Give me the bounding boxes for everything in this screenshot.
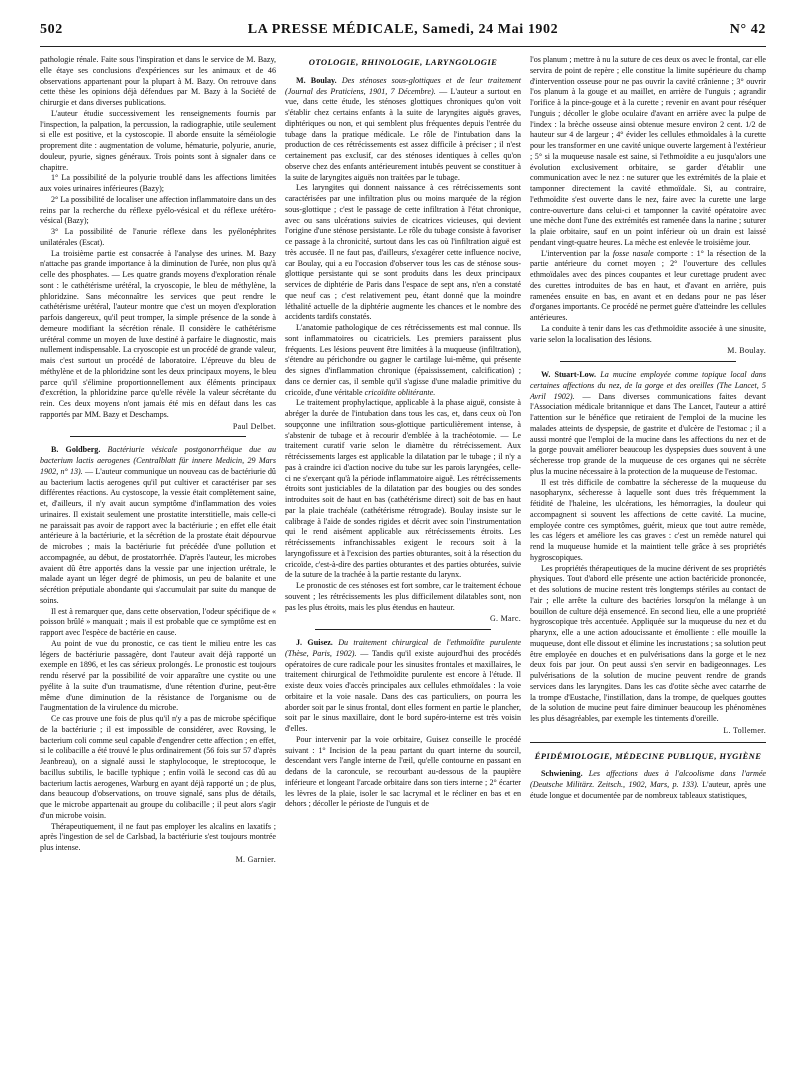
signature: M. Boulay. bbox=[727, 346, 766, 356]
paragraph: pathologie rénale. Faite sous l'inspiration et dans le service de M. Bazy, elle étaye ses conclusions d'expériences sur les animaux et de 46 observations appartenant pour la plupart à M. Bazy. On retrouve dans cette thèse les opinions déjà défendues par M. Bazy à la Société de chirurgie et dans diverses publications. bbox=[40, 55, 276, 107]
paragraph-text: L'intervention par la bbox=[541, 248, 610, 258]
paragraph: Thérapeutiquement, il ne faut pas employer les alcalins en laxatifs ; après l'ingestion de sel de Carlsbad, la bactériurie s'est toujours montrée plus intense. bbox=[40, 821, 276, 852]
paragraph: Le pronostic de ces sténoses est fort sombre, car le traitement échoue souvent ; les rétrécissements les plus difficilement dilatables sont, non pas les plus étroits, mais les plus étendus en hauteur. bbox=[285, 581, 521, 612]
article-title: Des sténoses sous-glottiques et de leur traitement bbox=[341, 75, 521, 85]
paragraph: 1° La possibilité de la polyurie troublé dans les affections limitées aux voies urinaires inférieures (Bazy); bbox=[40, 173, 276, 193]
paragraph-text: L'anatomie pathologique de ces rétrécissements est mal connue. Ils sont inflammatoires ou cicatriciels. Les premiers paraissent plus fréquents. Les lésions peuvent être limitées à la muqueuse (infiltration), s'étendre au périchondre ou gagner le cartilage lui-même, qui présente des signes d'inflammation chronique (épaississement, calcification) ; dans ce dernier cas, il semble qu'il s'agisse d'une maladie primitive du cricoïde, d'une véritable bbox=[285, 323, 521, 397]
article-text: — L'auteur a surtout en vue, dans cette étude, les sténoses glottiques chroniques qu'on voit s'établir chez certains enfants à la suite de laryngites aiguës graves, diphtériques ou non, et qui semblent plus fréquentes depuis l'entrée du tubage dans la pratique médicale. Le rôle de l'intubation dans la production de ces rétrécissements est assez difficile à préciser ; il n'est certainement pas exclusif, car des sténoses identiques à celles qu'on observe chez des enfants antérieurement intubés peuvent se constituer à la suite de laryngites aiguës non traitées par le tubage. bbox=[285, 86, 521, 182]
paragraph: Il est à remarquer que, dans cette observation, l'odeur spécifique de « poisson brûlé » manquait ; mais il est probable que ce symptôme est en rapport avec l'espèce de bactérie en cause. bbox=[40, 606, 276, 637]
issue-number: N° 42 bbox=[729, 22, 766, 37]
article-lead bbox=[285, 638, 521, 735]
article-lead bbox=[530, 769, 766, 801]
divider bbox=[315, 629, 491, 630]
article-title: La mucine employée comme topique local dans certaines affections du nez, de la gorge et des oreilles bbox=[530, 370, 766, 390]
article-citation: (Centralblatt für innere Medicin, 29 Mars 1902, n° 13). bbox=[40, 456, 276, 476]
article-author: W. Stuart-Low. bbox=[541, 370, 597, 379]
paragraph: 3° La possibilité de l'anurie réflexe dans les pyélonéphrites unilatérales (Escat). bbox=[40, 227, 276, 247]
signature: G. Marc. bbox=[489, 614, 521, 624]
paragraph: Ce cas prouve une fois de plus qu'il n'y a pas de microbe spécifique de la bactériurie ; il est impossible de considérer, avec Rovsing, le bacterium coli comme seul capable d'engendrer cette affection ; en effet, si le colibacille a été trouvé le plus ordinairement (56 fois sur 57 d'après Jeanbreau), on a signalé aussi le staphylocoque, le streptocoque, le bacillus subtilis, le bacille typhique ; enfin voilà le second cas dû au bacterium lactis aerogenes, Warburg en ayant déjà rapporté un ; de plus, dans beaucoup d'observations, on trouve signalé, sans plus de détails, que le microbe appartenait au groupe du colibacille ; il peut alors s'agir d'un microbe voisin. bbox=[40, 714, 276, 820]
paragraph: l'os planum ; mettre à nu la suture de ces deux os avec le frontal, car elle servira de point de repère ; elle constitue la limite supérieure du champ d'intervention osseuse pour ne pas ouvrir la cavité crânienne ; 3° ouvrir l'os planum à la gouge et au maillet, en arrière de l'unguis ; agrandir l'orifice à la pince-gouge et à la curette ; revenir en avant pour réséquer l'unguis ; décoller le globe oculaire d'avant en arrière avec la pulpe de l'index : la brèche osseuse ainsi obtenue mesure environ 2 cent. 1/2 de hauteur sur 4 de largeur ; 4° évider les cellules ethmoïdales à la curette pour les transformer en une cavité unique ouverte largement à l'extérieur ; 5° si la muqueuse nasale est saine, si l'ethmoïdite a eu jusqu'alors une évolution exclusivement orbitaire, se garder d'établir une communication avec le nez : ne suturer que les extrémités de la plaie et tamponner directement la cavité ethmoïdale. Si, au contraire, l'ethmoïdite s'est ouverte dans le nez, faire avec la curette une large contre-ouverture dans celui-ci et tamponner la cavité opératoire avec une mèche dont l'une des extrémités est ramenée dans la narine ; suturer la plaie orbitaire, sauf en un point inférieur où un drain est laissé pendant vingt-quatre heures. La mèche est enlevée le troisième jour. bbox=[530, 55, 766, 247]
paragraph: 2° La possibilité de localiser une affection inflammatoire dans un des reins par la recherche du réflexe pyélo-vésical et du réflexe urétéro-vésical (Bazy); bbox=[40, 194, 276, 226]
paragraph bbox=[285, 323, 521, 398]
journal-title: LA PRESSE MÉDICALE, Samedi, 24 Mai 1902 bbox=[247, 22, 559, 37]
column-left bbox=[40, 55, 276, 1076]
paragraph-italic: fosse nasale bbox=[612, 248, 654, 258]
article-title: Les affections dues à l'alcoolisme dans l'armée bbox=[588, 769, 767, 779]
divider bbox=[70, 436, 246, 437]
article-author: J. Guisez. bbox=[296, 638, 333, 647]
article-title: Bactériurie vésicale postgonorrhéique due au bacterium lactis aerogenes bbox=[40, 445, 276, 465]
divider bbox=[560, 361, 736, 362]
paragraph: Il est très difficile de combattre la sécheresse de la muqueuse du nasopharynx, sécheresse à laquelle sont dues très fréquemment la fétidité de l'haleine, les ulcérations, les hémorragies, la douleur qui accompagnent si souvent les affections de cette cavité. La mucine, employée contre ces symptômes, guérit, mieux que tout autre remède, les cas légers et améliore les cas graves : c'est un remède naturel qui rend la muqueuse humide et la maintient telle grâce à ses propriétés hygroscopiques. bbox=[530, 477, 766, 562]
paragraph bbox=[530, 249, 766, 324]
article-text: — Tandis qu'il existe aujourd'hui des procédés opératoires de cure radicale pour les sinusites frontales et maxillaires, le traitement chirurgical de l'ethmoïdite purulente est encore à l'étude. Il existe deux voies d'accès principales aux cellules ethmoïdales : la voie orbitaire et la voie nasale. Dans des cas particuliers, on pourra les aborder soit par le sinus frontal, dont elles forment en partie le plancher, soit par le sinus maxillaire, dont le bord supéro-interne est très voisin d'elles. bbox=[285, 648, 521, 733]
paragraph: Pour intervenir par la voie orbitaire, Guisez conseille le procédé suivant : 1° Incision de la peau partant du quart interne du sourcil, descendant vers l'angle interne de l'œil, qu'elle contourne en passant en dedans de la caroncule, se recourbant au-dessous de la paupière inférieure et longeant l'arcade orbitaire dans son tiers interne ; 2° écarter les lèvres de la plaie, isoler le sac lacrymal et le récliner en bas et en dehors ; décoller le périoste de l'unguis et de bbox=[285, 734, 521, 809]
article-lead bbox=[285, 76, 521, 184]
signature: M. Garnier. bbox=[235, 854, 276, 864]
article-citation: (Deutsche Militärz. Zeitsch., 1902, Mars, p. 133). bbox=[530, 780, 699, 789]
paragraph: Les propriétés thérapeutiques de la mucine dérivent de ses propriétés physiques. Tout d'abord elle présente une action bactéricide prononcée, et des solutions de mucine restent très longtemps stériles au contact de l'air ; elle arrête la culture des bactéries lorsqu'on la mélange à un bouillon de culture déjà ensemencé. En second lieu, elle a une propriété hygroscopique très accentuée. Appliquée sur la muqueuse du nez et du pharynx, elle a une action adoucissante et émolliente : elle mouille la muqueuse, dont elle dissout et élimine les incrustations ; sa solution peut être employée en douches et en pulvérisations dans la gorge et le nez deux fois par jour. On peut aussi s'en servir en badigeonnages. Les pulvérisations de la solution de mucine peuvent rendre de grands services dans les laryngites. Dans les cas d'otite sèche avec catarrhe de la trompe d'Eustache, l'instillation, dans la trompe, de quelques gouttes de la solution de mucine peut faire diminuer beaucoup les phénomènes les plus désagréables, par exemple les tintements d'oreille. bbox=[530, 563, 766, 723]
article-text: — L'auteur communique un nouveau cas de bactériurie dû au bacterium lactis aerogenes qu'il put cultiver et caractériser par ses différentes réactions. Au cystoscope, la vessie était complètement saine, et, d'ailleurs, il n'y avait aucun symptôme d'inflammation des voies urinaires. Il existait seulement une prostatite interstitielle, mais celle-ci ne paraissait pas avoir de rapport avec la bactériurie ; en effet elle était antérieure à la bactériurie, et la sécrétion de la prostate était dépourvue de microbes ; mais la bactériurie fut précédée d'une pollution et accompagnée, au début, de prostatorrhée. D'après l'auteur, les microbes avaient dû être apportés dans la vessie par une injection urétrale, le malade ayant un léger degré de phimosis, un peu de balanite et une sécrétion préputiale abondante qui s'accumulait par suite du manque de soins. bbox=[40, 466, 276, 605]
article-text: — Dans diverses communications faites devant l'Association médicale britannique et dans The Lancet, l'auteur a attiré l'attention sur le bénéfice que retiraient de l'emploi de la mucine les malades atteints de dyspepsie, de gastrite et d'ulcère de l'estomac ; il a aussi montré que l'emploi de la mucine dans les affections du nez et de la gorge pouvait améliorer beaucoup les dyspepsies dues souvent à une sécheresse trop grande de la muqueuse de ces organes qui ne sécrète plus la mucine nécessaire à la protection de la muqueuse de l'estomac. bbox=[530, 391, 767, 476]
article-lead bbox=[40, 445, 276, 606]
column-middle bbox=[285, 55, 521, 1076]
paragraph: Au point de vue du pronostic, ce cas tient le milieu entre les cas légers de bactériurie passagère, dont l'auteur avait déjà rapporté un exemple en 1896, et les cas sérieux prolongés. Le pronostic est toujours rendu réservé par la possibilité de voir apparaître une cystite ou une pyélite à la suite d'un traumatisme, d'une rétention d'urine, peut-être même d'une diminution de la résistance de l'organisme ou de l'augmentation de la virulence du microbe. bbox=[40, 638, 276, 713]
article-lead bbox=[530, 370, 766, 478]
section-heading: OTOLOGIE, RHINOLOGIE, LARYNGOLOGIE bbox=[308, 57, 498, 67]
article-title: Du traitement chirurgical de l'ethmoïdite purulente bbox=[338, 638, 522, 647]
article-text: L'auteur, après une étude longue et documentée par de nombreux tableaux statistiques, bbox=[530, 780, 766, 800]
column-right bbox=[530, 55, 766, 1076]
paragraph-italic: cricoïdite oblitérante. bbox=[364, 387, 436, 397]
signature: L. Tollemer. bbox=[723, 725, 766, 735]
paragraph-text: comporte : 1° la résection de la partie antérieure du cornet moyen ; 2° l'ouverture des cellules ethmoïdales avec des pinces coupantes et leur curettage prudent avec des curettes introduites de bas en haut, et d'avant en arrière, puis ramenées ensuite en bas, en avant et en dedans pour ne pas léser d'organes importants. Ce procédé ne permet guère d'atteindre les cellules antérieures. bbox=[530, 248, 767, 322]
paragraph: Les laryngites qui donnent naissance à ces rétrécissements sont caractérisées par une infiltration plus ou moins marquée de la région sous-glottique ; c'est le passage de cette infiltration à l'état chronique, avec ou sans ulcérations suivies de cicatrices vicieuses, qui devient l'origine d'une sténose persistante. Le rôle du tubage consiste à favoriser ce passage à la chronicité, surtout dans les cas où l'infiltration aiguë est très accusée. Il ne faut pas, d'ailleurs, s'exagérer cette influence nocive, car Boulay, qui a eu l'occasion d'observer tous les cas de sténose sous-glottique persistante qui se sont produits dans les deux principaux services de diphtérie de Paris dans l'espace de sept ans, n'en a constaté que neuf cas ; c'est relativement peu, étant donné que la moindre léthalité actuelle de la diphtérie augmente les chances et le nombre des accidents tardifs constatés. bbox=[285, 183, 521, 322]
article-citation: (The Lancet, 5 Avril 1902). bbox=[530, 380, 766, 401]
article-citation: (Journal des Praticiens, 1901, 7 Décembre). bbox=[285, 86, 436, 96]
article-columns bbox=[40, 55, 766, 1076]
paragraph: L'auteur étudie successivement les renseignements fournis par l'inspection, la palpation, la percussion, la radiographie, utile seulement si elle est positive, et la cystoscopie. Il aborde ensuite la séméiologie proprement dite : augmentation de volume, hématurie, polyurie, anurie, douleur, pyurie, signes généraux. Trois points sont à signaler dans ce chapitre. bbox=[40, 108, 276, 172]
section-heading: ÉPIDÉMIOLOGIE, MÉDECINE PUBLIQUE, HYGIÈNE bbox=[534, 750, 762, 761]
article-author: B. Goldberg. bbox=[51, 445, 101, 455]
article-author: M. Boulay. bbox=[296, 75, 337, 85]
page-number: 502 bbox=[40, 22, 63, 37]
article-author: Schwiening. bbox=[541, 769, 583, 779]
signature: Paul Delbet. bbox=[232, 421, 276, 431]
paragraph: La conduite à tenir dans les cas d'ethmoïdite associée à une sinusite, varie selon la localisation des lésions. bbox=[530, 323, 766, 344]
article-citation: (Thèse, Paris, 1902). bbox=[285, 648, 357, 658]
paragraph: La troisième partie est consacrée à l'analyse des urines. M. Bazy n'attache pas grande importance à la diminution de l'urée, non plus qu'à celle des phosphates. — Les quatre grands moyens d'exploration rénale sont : le cathétérisme urétéral, la cryoscopie, le bleu de méthylène, la phloridzine. Sans méconnaître les services que peut rendre le cathétérisme urétéral, l'auteur montre que c'est un moyen d'exploration parfois dangereux, qu'il peut tromper, la simple présence de la sonde à demeure modifiant la sécrétion rénale. Il considère le cathétérisme urétéral comme un moyen de luxe destiné à parfaire le diagnostic, mais nullement indispensable. La cryoscopie est un procédé de grande valeur, mais c'est surtout un procédé de laboratoire. L'épreuve du bleu de méthylène et de la phloridzine sont les deux principaux moyens, le bleu parce qu'il s'élimine proportionnellement aux éléments principaux d'excrétion, la phloridzine parce qu'elle révèle la valeur sécrétante du rein. Ces deux moyens n'ont jamais été mis en défaut dans les cas rapportés par MM. Bazy et Deschamps. bbox=[40, 248, 276, 419]
page-header bbox=[40, 22, 766, 47]
paragraph: Le traitement prophylactique, applicable à la phase aiguë, consiste à abréger la durée de l'intubation dans tous les cas, et, dans ceux où l'on soupçonne une infiltration sous-glottique particulièrement intense, à s'abstenir de tubage et à recourir d'emblée à la trachéotomie. — Le traitement curatif varie selon le diamètre du rétrécissement. Aux rétrécissements larges est applicable la dilatation par le tubage ; il n'y a pas à craindre ici d'action nocive du tube sur les parois laryngées, celle-ci ne s'exerçant qu'à la période inflammatoire aiguë. Les rétrécissements étroits sont justiciables de la dilatation par des bougies ou des sondes introduites soit de haut en bas (cathétérisme direct) soit de bas en haut par la plaie trachéale (cathétérisme rétrograde). Boulay insiste sur le calibrage à l'aide de sondes rigides et décrit avec soin l'instrumentation qui le rend aisément applicable aux rétrécissements étroits. Les rétrécissements infranchissables exigent le recours soit à la laryngofissure et à l'excision des parties obturantes, soit à la résection du cricoïde, c'est-à-dire des parties obturantes et des parties obturées, suivie de la suture de la trachée à la partie restante du larynx. bbox=[285, 398, 521, 580]
divider bbox=[530, 742, 766, 743]
